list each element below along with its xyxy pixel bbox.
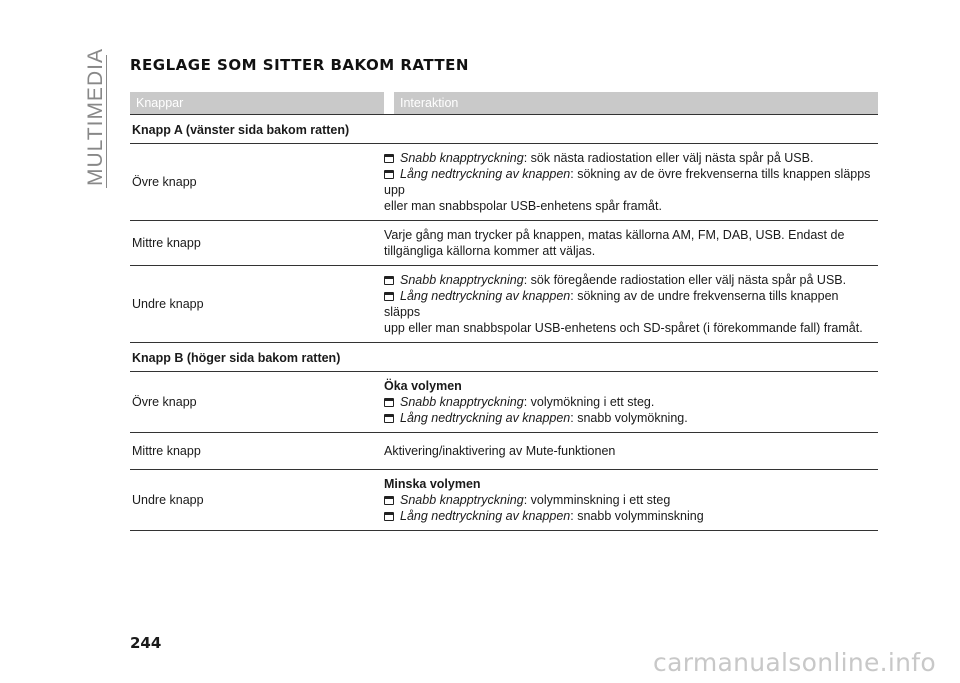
item-text: Varje gång man trycker på knappen, matas källorna AM, FM, DAB, USB. Endast de: [384, 228, 845, 242]
steering-button-icon: [384, 496, 394, 505]
row-interaction: [384, 437, 878, 465]
row-interaction: [384, 266, 878, 342]
steering-button-icon: [384, 276, 394, 285]
item-text: : sökning av de övre frekvenserna tills knappen släpps upp: [384, 167, 871, 197]
controls-table: [130, 92, 878, 531]
steering-button-icon: [384, 292, 394, 301]
item-emphasis: Lång nedtryckning av knappen: [400, 509, 571, 523]
steering-button-icon: [384, 414, 394, 423]
table-header: [130, 92, 878, 115]
row-label: Övre knapp: [132, 395, 197, 409]
item-text: Aktivering/inaktivering av Mute-funktionen: [384, 444, 616, 458]
table-row: [130, 266, 878, 343]
page-number: 244: [130, 634, 162, 652]
section-side-label: MULTIMEDIA: [84, 48, 107, 186]
row-label: Undre knapp: [132, 493, 204, 507]
steering-button-icon: [384, 512, 394, 521]
item-text: : volymökning i ett steg.: [523, 395, 655, 409]
item-text: : sökning av de undre frekvenserna tills knappen släpps: [384, 289, 839, 319]
steering-button-icon: [384, 398, 394, 407]
item-text: : snabb volymökning.: [570, 411, 688, 425]
table-row: [130, 144, 878, 221]
row-label: Undre knapp: [132, 297, 204, 311]
item-emphasis: Snabb knapptryckning: [400, 395, 524, 409]
item-text: : snabb volymminskning: [570, 509, 704, 523]
item-emphasis: Snabb knapptryckning: [400, 151, 524, 165]
row-subheading: Öka volymen: [384, 379, 462, 393]
table-row: [130, 470, 878, 531]
item-text: tillgängliga källorna kommer att väljas.: [384, 244, 596, 258]
table-row: [130, 221, 878, 266]
item-tail: upp eller man snabbspolar USB-enhetens och SD-spåret (i förekommande fall) framåt.: [384, 321, 863, 335]
item-emphasis: Lång nedtryckning av knappen: [400, 411, 571, 425]
item-tail: eller man snabbspolar USB-enhetens spår framåt.: [384, 199, 662, 213]
item-emphasis: Snabb knapptryckning: [400, 273, 524, 287]
item-text: : sök föregående radiostation eller välj nästa spår på USB.: [523, 273, 847, 287]
item-text: : sök nästa radiostation eller välj nästa spår på USB.: [523, 151, 814, 165]
item-emphasis: Lång nedtryckning av knappen: [400, 167, 571, 181]
section-knapp-a: Knapp A (vänster sida bakom ratten): [130, 115, 878, 144]
header-interaktion: Interaktion: [394, 92, 878, 114]
row-subheading: Minska volymen: [384, 477, 481, 491]
row-label: Mittre knapp: [132, 236, 201, 250]
row-label: Övre knapp: [132, 175, 197, 189]
row-label: Mittre knapp: [132, 444, 201, 458]
item-text: : volymminskning i ett steg: [523, 493, 671, 507]
row-interaction: [384, 144, 878, 220]
table-row: [130, 372, 878, 433]
header-knappar: Knappar: [130, 92, 384, 114]
section-knapp-b: Knapp B (höger sida bakom ratten): [130, 343, 878, 372]
item-emphasis: Lång nedtryckning av knappen: [400, 289, 571, 303]
item-emphasis: Snabb knapptryckning: [400, 493, 524, 507]
steering-button-icon: [384, 154, 394, 163]
steering-button-icon: [384, 170, 394, 179]
row-interaction: [384, 372, 878, 432]
table-row: [130, 433, 878, 470]
row-interaction: [384, 221, 878, 265]
watermark: carmanualsonline.info: [653, 648, 936, 677]
row-interaction: [384, 470, 878, 530]
page-title: REGLAGE SOM SITTER BAKOM RATTEN: [130, 56, 469, 74]
